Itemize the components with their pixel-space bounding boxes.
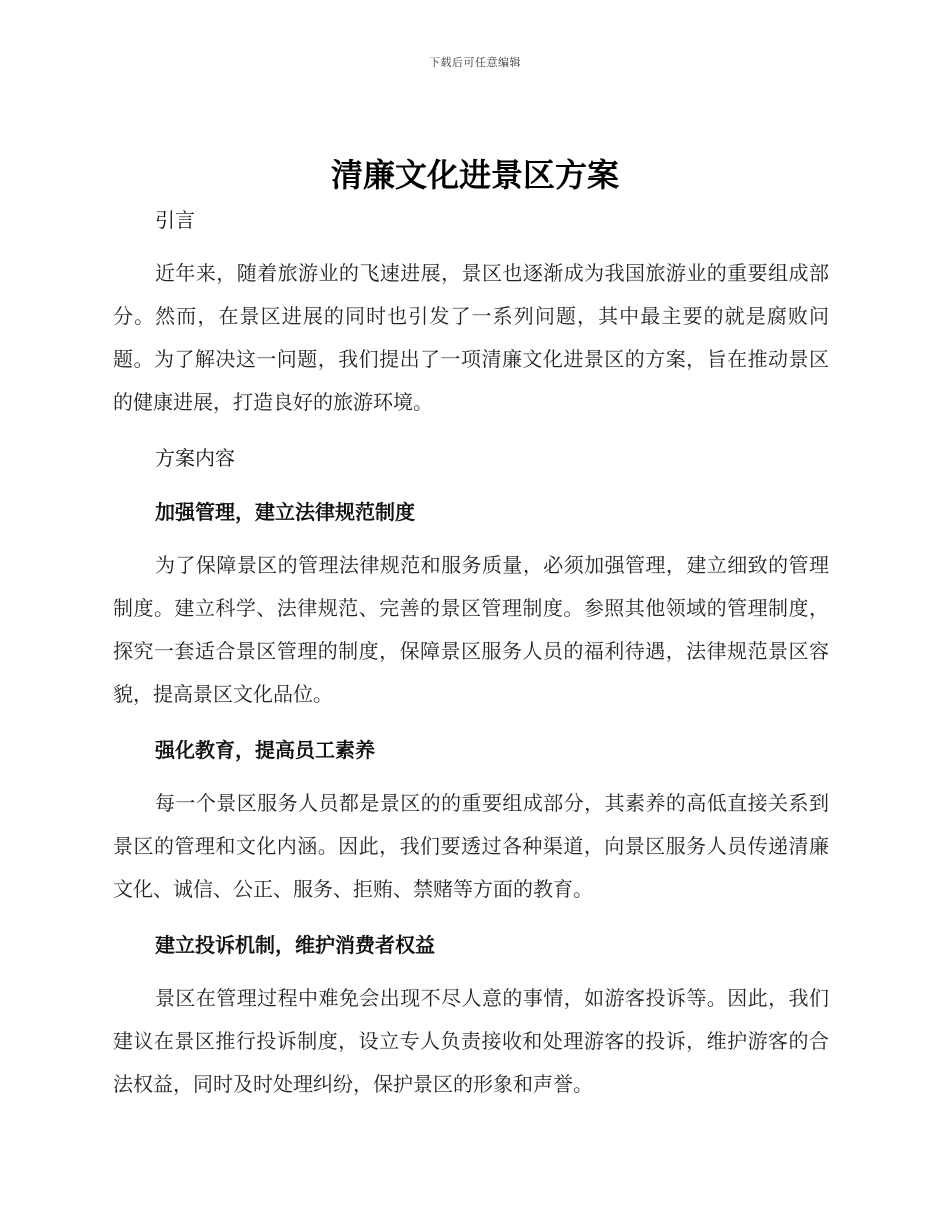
section-heading-plan: 方案内容	[155, 446, 235, 470]
document-body	[113, 198, 829, 1106]
paragraph-complaints: 景区在管理过程中难免会出现不尽人意的事情，如游客投诉等。因此，我们建议在景区推行投诉制度，设立专人负责接收和处理游客的投诉，维护游客的合法权益，同时及时处理纠纷，保护景区的形象和声誉。	[113, 986, 829, 1096]
document-title: 清廉文化进景区方案	[330, 156, 619, 194]
subsection-heading-management: 加强管理，建立法律规范制度	[155, 500, 415, 524]
page-header-note: 下载后可任意编辑	[429, 56, 521, 69]
subsection-heading-complaints: 建立投诉机制，维护消费者权益	[155, 933, 435, 957]
paragraph-management: 为了保障景区的管理法律规范和服务质量，必须加强管理，建立细致的管理制度。建立科学、法律规范、完善的景区管理制度。参照其他领域的管理制度，探究一套适合景区管理的制度，保障景区服务人员的福利待遇，法律规范景区容貌，提高景区文化品位。	[113, 553, 829, 706]
paragraph-education: 每一个景区服务人员都是景区的的重要组成部分，其素养的高低直接关系到景区的管理和文化内涵。因此，我们要透过各种渠道，向景区服务人员传递清廉文化、诚信、公正、服务、拒贿、禁赌等方面的教育。	[113, 791, 829, 901]
section-heading-intro: 引言	[155, 208, 195, 232]
paragraph-intro: 近年来，随着旅游业的飞速进展，景区也逐渐成为我国旅游业的重要组成部分。然而，在景区进展的同时也引发了一系列问题，其中最主要的就是腐败问题。为了解决这一问题，我们提出了一项清廉文化进景区的方案，旨在推动景区的健康进展，打造良好的旅游环境。	[113, 261, 829, 414]
subsection-heading-education: 强化教育，提高员工素养	[155, 738, 375, 762]
